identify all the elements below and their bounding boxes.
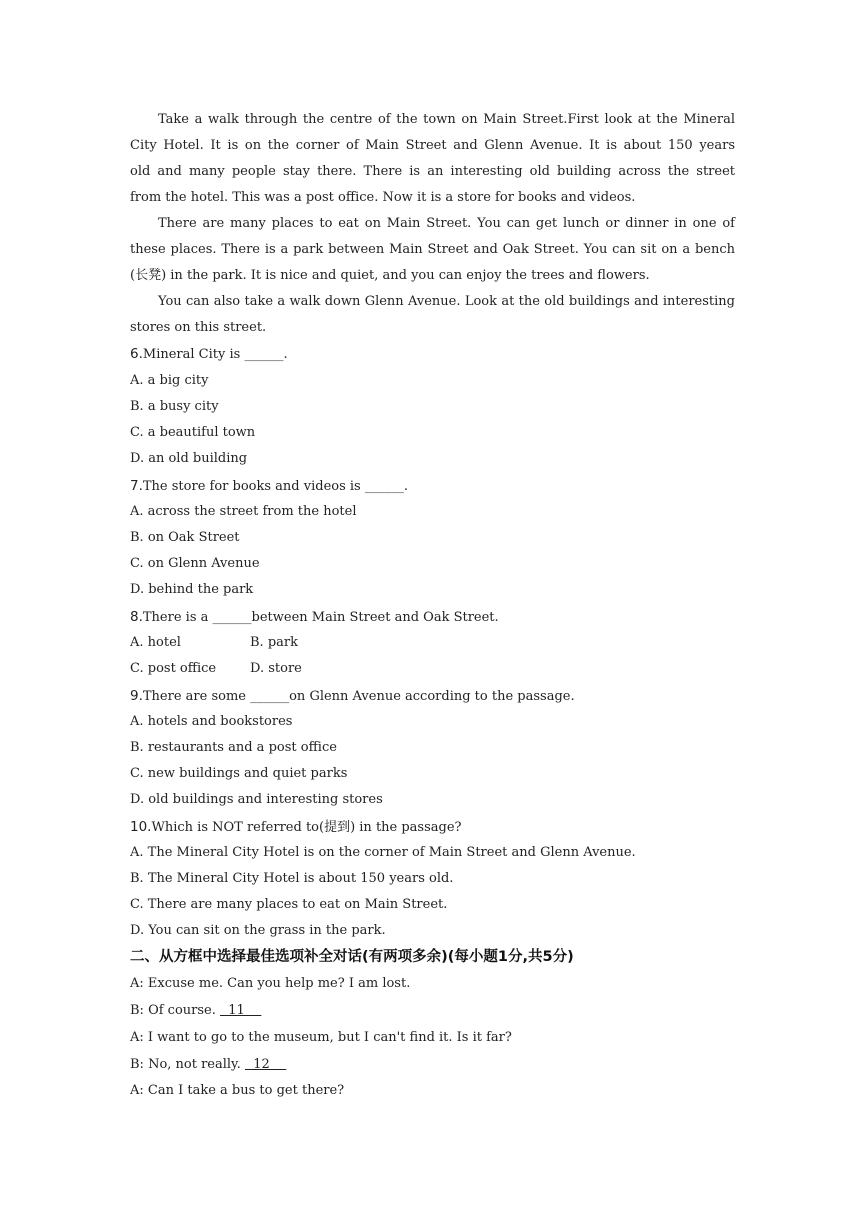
question-text: The store for books and videos is ______. (142, 479, 408, 494)
passage-line: Take a walk through the centre of the town on Main Street.First look at the Mineral (158, 112, 735, 127)
question-text: There are some ______on Glenn Avenue according to the passage. (142, 689, 575, 704)
passage-line: You can also take a walk down Glenn Avenue. Look at the old buildings and interesting (158, 294, 735, 309)
question-number: 6. (130, 346, 143, 362)
section-heading: 二、从方框中选择最佳选项补全对话(有两项多余)(每小题1分,共5分) (130, 949, 574, 965)
question-text: Mineral City is ______. (142, 347, 288, 362)
passage-line: from the hotel. This was a post office. Now it is a store for books and videos. (130, 190, 636, 205)
question-number: 7. (130, 478, 143, 494)
dialogue-line: A: Can I take a bus to get there? (130, 1083, 345, 1098)
passage-line: There are many places to eat on Main Street. You can get lunch or dinner in one of (158, 216, 735, 231)
passage-line: City Hotel. It is on the corner of Main Street and Glenn Avenue. It is about 150 years (130, 138, 735, 153)
dialogue-line (130, 1003, 735, 1019)
question-6-option-b: B. a busy city (130, 399, 219, 414)
question-number: 9. (130, 688, 143, 704)
question-8-option-b: B. park (250, 635, 298, 650)
question-6-option-a: A. a big city (130, 373, 209, 388)
passage-line: these places. There is a park between Main Street and Oak Street. You can sit on a bench (130, 242, 735, 257)
dialogue-line (130, 1057, 735, 1073)
question-9-option-b: B. restaurants and a post office (130, 740, 337, 755)
question-9-option-c: C. new buildings and quiet parks (130, 766, 348, 781)
dialogue-text: B: No, not really. (130, 1057, 245, 1072)
question-10-option-c: C. There are many places to eat on Main Street. (130, 897, 448, 912)
question-7-option-b: B. on Oak Street (130, 530, 240, 545)
question-9-option-a: A. hotels and bookstores (130, 714, 293, 729)
question-8-option-a: A. hotel (130, 635, 181, 650)
question-10-stem (130, 819, 735, 836)
question-8-option-c: C. post office (130, 661, 217, 676)
dialogue-text: B: Of course. (130, 1003, 220, 1018)
question-8-options-row-1 (130, 635, 735, 651)
question-number: 10. (130, 819, 152, 835)
question-7-option-d: D. behind the park (130, 582, 254, 597)
question-7-option-c: C. on Glenn Avenue (130, 556, 260, 571)
question-10-option-b: B. The Mineral City Hotel is about 150 years old. (130, 871, 454, 886)
question-9-stem (130, 688, 735, 705)
question-number: 8. (130, 609, 143, 625)
passage-line: old and many people stay there. There is an interesting old building across the street (130, 164, 735, 179)
question-7-option-a: A. across the street from the hotel (130, 504, 357, 519)
dialogue-line: A: Excuse me. Can you help me? I am lost. (130, 976, 411, 991)
answer-blank: 11 (220, 1003, 262, 1018)
question-10-option-d: D. You can sit on the grass in the park. (130, 923, 386, 938)
question-9-option-d: D. old buildings and interesting stores (130, 792, 383, 807)
answer-blank: 12 (244, 1057, 287, 1072)
question-8-option-d: D. store (250, 661, 302, 676)
passage-line: stores on this street. (130, 320, 267, 335)
question-6-stem (130, 346, 735, 363)
passage-line: (长凳) in the park. It is nice and quiet, and you can enjoy the trees and flowers. (130, 268, 650, 283)
question-text: There is a ______between Main Street and Oak Street. (142, 610, 499, 625)
dialogue-line: A: I want to go to the museum, but I can't find it. Is it far? (130, 1030, 512, 1045)
question-8-options-row-2 (130, 661, 735, 677)
question-6-option-c: C. a beautiful town (130, 425, 256, 440)
question-6-option-d: D. an old building (130, 451, 248, 466)
question-8-stem (130, 609, 735, 626)
question-text: Which is NOT referred to(提到) in the passage? (151, 820, 462, 835)
question-7-stem (130, 478, 735, 495)
question-10-option-a: A. The Mineral City Hotel is on the corner of Main Street and Glenn Avenue. (130, 845, 636, 860)
